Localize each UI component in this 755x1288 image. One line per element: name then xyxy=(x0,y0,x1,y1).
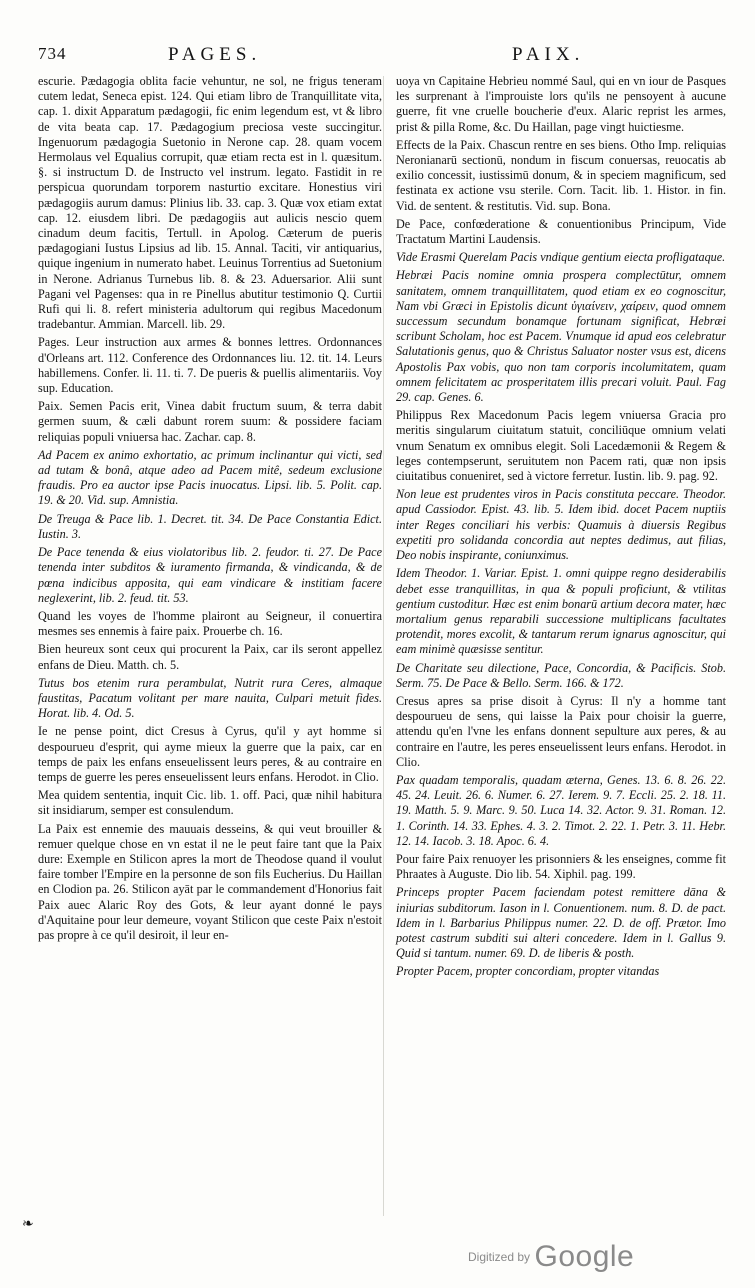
paragraph: Pages. Leur instruction aux armes & bonnes lettres. Ordonnances d'Orleans art. 112. Conference des Ordonnances liu. 12. tit. 14. Leurs habillemens. Confer. li. 11. ti. 7. De pueris & puellis alimentariis. Voy sup. Education. xyxy=(38,335,382,396)
paragraph: Hebræi Pacis nomine omnia prospera complectūtur, omnem sanitatem, omnem tranquillitatem, quod etiam ex eo cognoscitur, Nam vbi Græci in Epistolis dicunt ὑγιαίνειν, χαίρειν, quod omnem successum secundum bonamque fortunam significat, Hebræi scribunt Scholam, hoc est Pacem. Vnumque id apud eos celebratur Salutationis genus, quo & Christus Saluator noster vsus est, dicens Apostolis Pax vobis, quo non tam corporis incolumitatem, quam omnem felicitatem ac prosperitatem illis precari voluit. Paul. Fag 29. cap. Genes. 6. xyxy=(396,268,726,405)
paragraph: Ie ne pense point, dict Cresus à Cyrus, qu'il y ayt homme si despourueu d'esprit, qui ayme mieux la guerre que la paix, car en temps de paix les enfans enseuelissent leurs peres, & au contraire en temps de guerre les peres enseuelissent leurs enfans. Herodot. in Clio. xyxy=(38,724,382,784)
paragraph: Quand les voyes de l'homme plairont au Seigneur, il conuertira mesmes ses ennemis à faire paix. Prouerbe ch. 16. xyxy=(38,608,382,639)
paragraph: Pax quadam temporalis, quadam æterna, Genes. 13. 6. 8. 26. 22. 45. 24. Leuit. 26. 6. Numer. 6. 27. Ierem. 9. 7. Eccli. 25. 2. 18. 11. 19. Matth. 5. 9. Marc. 9. 50. Luca 14. 32. Actor. 9. 31. Roman. 12. 1. Corinth. 14. 33. Ephes. 4. 3. 2. Timot. 2. 22. 1. Petr. 3. 11. Hebr. 12. 14. Iacob. 3. 18. Apoc. 6. 4. xyxy=(396,772,726,848)
paragraph: Cresus apres sa prise disoit à Cyrus: Il n'y a homme tant despourueu de sens, qui laisse la Paix pour choisir la guerre, attendu qu'en l'vne les enfans donnent sepulture aux peres, & au contraire en l'autre, les peres enseuelissent leurs enfans. Herodot. in Clio. xyxy=(396,693,726,769)
paragraph: Philippus Rex Macedonum Pacis legem vniuersa Gracia pro meritis singularum ciuitatum statuit, conciliūque omnium velati vnum Senatum ex omnibus elegit. Soli Lacedæmonii & Regem & leges contempserunt, seruitutem non Pacem rati, quæ non ipsis ciuitatibus conueniret, sed à victore ferretur. Iustin. lib. 9. pag. 92. xyxy=(396,408,726,484)
paragraph: Ad Pacem ex animo exhortatio, ac primum inclinantur qui victi, sed ad tutam & bonâ, atque adeo ad Pacem mitê, sedeum exclusione fraudis. Pro ea auctor ipse Pacis inuocatus. Lipsi. lib. 5. Polit. cap. 19. & 20. Vid. sup. Amnistia. xyxy=(38,447,382,508)
paragraph: Paix. Semen Pacis erit, Vinea dabit fructum suum, & terra dabit germen suum, & cæli dabunt rorem suum: & possidere faciam reliquias populi vniuersa hac. Zachar. cap. 8. xyxy=(38,399,382,444)
column-divider xyxy=(383,76,384,1216)
paragraph: Bien heureux sont ceux qui procurent la Paix, car ils seront appellez enfans de Dieu. Matth. ch. 5. xyxy=(38,642,382,672)
paragraph: Tutus bos etenim rura perambulat, Nutrit rura Ceres, almaque faustitas, Pacatum volitant per mare nauita, Culpari metuit fides. Horat. lib. 4. Od. 5. xyxy=(38,675,382,721)
paragraph: Effects de la Paix. Chascun rentre en ses biens. Otho Imp. reliquias Neronianarū sectionū, nondum in fiscum conuersas, reuocatis ab exilio concessit, iustissimū donum, & in speciem magnificum, sed festinata ex actione vsu sterile. Corn. Tacit. lib. 1. Histor. in fin. Vid. de sentent. & restitutis. Vid. sup. Bona. xyxy=(396,137,726,213)
left-column xyxy=(38,74,382,946)
paragraph: Princeps propter Pacem faciendam potest remittere dāna & iniurias subditorum. Iason in l. Conuentionem. num. 8. D. de pact. Idem in l. Barbarius Philippus numer. 22. D. de off. Prætor. Imo potest castrum subditi sui alteri concedere. Idem in l. Gallus 9. Quid si tantum. numer. 69. D. de liberis & posth. xyxy=(396,885,726,961)
paragraph: escurie. Pædagogia oblita facie vehuntur, ne sol, ne frigus teneram cutem ledat, Seneca epist. 124. Qui etiam libro de Tranquillitate vita, cap. 1. dixit Apparatum pædagogii, fic enim legendum est, vt & libro de vita beata cap. 17. Pædagogium preciosa veste succingitur. Ingenuorum pædagogia Suetonio in Nerone cap. 28. quam vocem Hermolaus vel Equalius corrupit, quæ etiam recta est in l. quæsitum. §. si instructum D. de Instructo vel instrum. legato. Fastidit in re perspicua quorundam torporem nasturtio excitare. Honestius viri pædagogiis aurum damus: Plinius lib. 33. cap. 3. Quæ vox etiam extat cap. 12. eiusdem libri. De pædagogiis aut aulicis nescio quem cinadum deum facitis, Tertull. in Apolog. Cæterum de pueris pædagogiani Iustus Lipsius ad lib. 15. Annal. Taciti, vir antiquarius, quique ingenium in numerato habet. Leuinus Torrentius ad Suetonium in Nerone. Adrianus Turnebus lib. 8. & 23. Aduersarior. Alii sunt Pagani vel Pagenses: qua in re Pinellus abutitur testimonio Q. Curtii Rufi qui li. 8. refert ministeria adultorum qui regibus Macedonum tradebantur. Ammian. Marcell. lib. 29. xyxy=(38,74,382,332)
paragraph: De Pace, confœderatione & conuentionibus Principum, Vide Tractatum Martini Laudensis. xyxy=(396,216,726,247)
google-watermark xyxy=(468,1240,728,1274)
paragraph: Mea quidem sententia, inquit Cic. lib. 1. off. Paci, quæ nihil habitura sit insidiarum, semper est consulendum. xyxy=(38,788,382,818)
paragraph: Non leue est prudentes viros in Pacis constituta peccare. Theodor. apud Cassiodor. Epist. 43. lib. 5. Idem ibid. docet Pacem nuptiis inter Reges conciliari his verbis: Quamuis à diuersis Regibus expetiti pro solidanda concordia aut neptes dedimus, aut filias, Deo nobis inspirante, coniunximus. xyxy=(396,487,726,563)
paragraph: Pour faire Paix renuoyer les prisonniers & les enseignes, comme fit Phraates à Auguste. Dio lib. 54. Xiphil. pag. 199. xyxy=(396,851,726,882)
right-column xyxy=(396,74,726,983)
running-head-left: PAGES. xyxy=(168,44,262,65)
page-number: 734 xyxy=(38,44,67,63)
paragraph: De Treuga & Pace lib. 1. Decret. tit. 34. De Pace Constantia Edict. Iustin. 3. xyxy=(38,511,382,541)
paragraph: Vide Erasmi Querelam Pacis vndique gentium eiecta profligataque. xyxy=(396,250,726,265)
paragraph: De Charitate seu dilectione, Pace, Concordia, & Pacificis. Stob. Serm. 75. De Pace & Bello. Serm. 166. & 172. xyxy=(396,660,726,690)
watermark-prefix: Digitized by xyxy=(468,1250,531,1264)
paragraph: La Paix est ennemie des mauuais desseins, & qui veut brouiller & remuer quelque chose en vn estat il ne le peut faire tant que la Paix dure: Exemple en Stilicon apres la mort de Theodose quand il voulut faire tomber l'Empire en la personne de son fils Eucherius. Du Haillan en Clodion pa. 26. Stilicon ayāt par le commandement d'Honorius fait Paix auec Alaric Roy des Gots, & leur ayant donné le pays d'Aquitaine pour leur demeure, voyant Stilicon que ceste Paix n'estoit pas propre à ce qu'il desiroit, il leur en- xyxy=(38,821,382,942)
paragraph: De Pace tenenda & eius violatoribus lib. 2. feudor. ti. 27. De Pace tenenda inter subditos & iuramento firmanda, & vindicanda, & de pœna indicibus apposita, qui eam vindicare & institiam facere neglexerint, lib. 2. feud. tit. 53. xyxy=(38,545,382,605)
running-head-right: PAIX. xyxy=(512,44,585,65)
margin-ornament: ❧ xyxy=(22,1217,34,1232)
paragraph: uoya vn Capitaine Hebrieu nommé Saul, qui en vn iour de Pasques les surprenant à l'improuiste lors qu'ils ne pensoyent à aucune guerre, fit vne cruelle boucherie d'eux. Alaric reprist les armes, prist & pilla Rome, &c. Du Haillan, page vingt huictiesme. xyxy=(396,74,726,134)
paragraph: Propter Pacem, propter concordiam, propter vitandas xyxy=(396,964,660,979)
watermark-brand: Google xyxy=(534,1240,635,1273)
paragraph: Idem Theodor. 1. Variar. Epist. 1. omni quippe regno desiderabilis debet esse tranquillitas, in qua & populi proficiunt, & vtilitas gentium custoditur. Hæc est enim bonarū artium decora mater, hæc mortalium genus reparabili successione multiplicans facultates protendit, mores excolit, & tantarum rerum ignarus agnoscitur, qui eam minimè quæsisse sentitur. xyxy=(396,566,726,657)
